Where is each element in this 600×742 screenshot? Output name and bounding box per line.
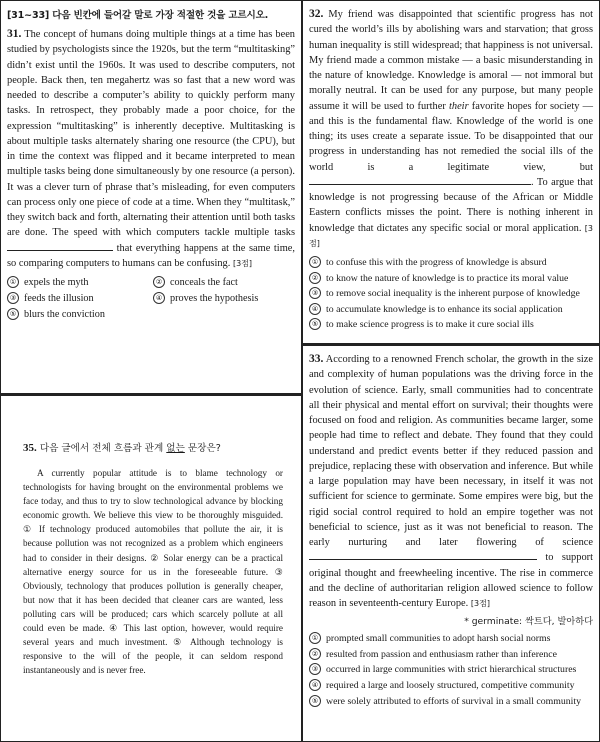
question-31-choices (7, 275, 295, 323)
section-instruction: 다음 빈칸에 들어갈 말로 가장 적절한 것을 고르시오. (52, 10, 269, 21)
question-35-panel (0, 394, 302, 742)
question-32-number: 32. (309, 8, 324, 20)
choice-4[interactable]: ④ to accumulate knowledge is to enhance its social application (309, 302, 593, 318)
footnote-gloss: * germinate: 싹트다, 발아하다 (464, 616, 593, 628)
choice-3[interactable]: ③ feeds the illusion (7, 291, 149, 307)
question-32-panel (302, 0, 600, 344)
choice-5[interactable]: ⑤ to make science progress is to make it cure social ills (309, 317, 593, 333)
score-label: [3점] (470, 599, 490, 608)
question-33-number: 33. (309, 353, 324, 365)
answer-blank (309, 175, 531, 185)
choice-1[interactable]: ① expels the myth (7, 275, 149, 291)
choice-3[interactable]: ③ occurred in large communities with strict hierarchical structures (309, 662, 593, 678)
question-33-panel (302, 344, 600, 742)
question-33-choices (309, 631, 593, 709)
question-31-number: 31. (7, 28, 22, 40)
question-32-choices (309, 255, 593, 333)
choice-4[interactable]: ④ required a large and loosely structured, competitive community (309, 678, 593, 694)
choice-5[interactable]: ⑤ were solely attributed to efforts of survival in a small community (309, 694, 593, 710)
question-31-panel (0, 0, 302, 394)
question-35-number: 35. (23, 442, 37, 454)
choice-2[interactable]: ② to know the nature of knowledge is to practice its moral value (309, 271, 593, 287)
section-range: [31~33] (7, 10, 50, 21)
choice-1[interactable]: ① prompted small communities to adopt harsh social norms (309, 631, 593, 647)
answer-blank (309, 550, 537, 560)
score-label: [3점] (232, 258, 253, 268)
choice-1[interactable]: ① to confuse this with the progress of knowledge is absurd (309, 255, 593, 271)
question-33-text: 33. According to a renowned French scholar, the growth in the size and complexity of human populations was the driving force in the evolution of science. Early, small communities had to concentrate all their physical and mental effort on survival; their thoughts were focused on food and religion. As communities became larger, some people had time to reflect and debate. They found that they could understand and predict events better if they reduced passion and prejudice, replacing these with observation and inference. But while a large population may have been necessary, in itself it was not sufficient for science to germinate. Some empires were big, but the rigid social control required to hold an empire together was not beneficial to science, just as it was not beneficial to reason. The early nurturing and later flowering of science to support original thought and freewheeling incentive. The rise in commerce and the decline of authoritarian religion allowed science to follow reason in seventeenth-century Europe. [3점] (309, 353, 593, 609)
question-35-prompt: 35. 다음 글에서 전체 흐름과 관계 없는 문장은? (23, 442, 221, 454)
question-35-text: A currently popular attitude is to blame technology or technologists for having brought on the environmental problems we face today, and thus to try to slow technological advance by blocking economic growth. We believe this view to be thoroughly misguided. ① If technology produced automobiles that pollute the air, it is because pollution was not recognized as a problem which engineers had to consider in their designs. ② Solar energy can be a practical alternative energy source for us in the foreseeable future. ③ Obviously, technology that produces pollution is generally cheaper, but now that it has been decided that cleaner cars are wanted, less polluting cars will be produced; cars which scarcely pollute at all could even be made. ④ This last option, however, would require several years and much investment. ⑤ Although technology is responsive to the will of the people, it can seldom respond instantaneously and is never free. (23, 468, 283, 676)
choice-5[interactable]: ⑤ blurs the conviction (7, 307, 149, 323)
choice-2[interactable]: ② resulted from passion and enthusiasm rather than inference (309, 647, 593, 663)
choice-2[interactable]: ② conceals the fact (153, 275, 295, 291)
score-label: [3점] (309, 223, 593, 248)
question-32-text: 32. My friend was disappointed that scientific progress has not cured the world’s ills by abolishing wars and starvation; that gross human inequality is still widespread; that happiness is not universal. My friend made a common mistake — a basic misunderstanding in the nature of knowledge. Knowledge is amoral — not immoral but morally neutral. It can be used for any purpose, but many people assume it will be used to further their favorite hopes for society — and this is the fundamental flaw. Knowledge of the world is one thing; its uses create a separate issue. To be disappointed that our progress in understanding has not remedied the social ills of the world is a legitimate view, but . To argue that knowledge is not progressing because of the African or Middle Eastern conflicts misses the point. There is nothing inherent in knowledge that dictates any specific social or moral application. [3점] (309, 8, 593, 248)
answer-blank (7, 241, 113, 251)
question-31-text: 31. The concept of humans doing multiple things at a time has been studied by psychologists since the 1920s, but the term “multitasking” didn’t exist until the 1960s. It was used to describe computers, not people. Back then, ten megahertz was so fast that a new word was needed to describe a computer’s ability to quickly perform many tasks. In retrospect, they probably made a poor choice, for the expression “multitasking” is inherently deceptive. Multitasking is about multiple tasks alternately sharing one resource (the CPU), but in time the context was flipped and it became interpreted to mean multiple tasks being done simultaneously by one resource (a person). It was a clever turn of phrase that’s misleading, for even computers can process only one piece of code at a time. When they “multitask,” they switch back and forth, alternating their attention until both tasks are done. The speed with which computers tackle multiple tasks that everything happens at the same time, so comparing computers to humans can be confusing. [3점] (7, 28, 296, 269)
choice-4[interactable]: ④ proves the hypothesis (153, 291, 295, 307)
choice-3[interactable]: ③ to remove social inequality is the inherent purpose of knowledge (309, 286, 593, 302)
section-header (7, 7, 295, 21)
